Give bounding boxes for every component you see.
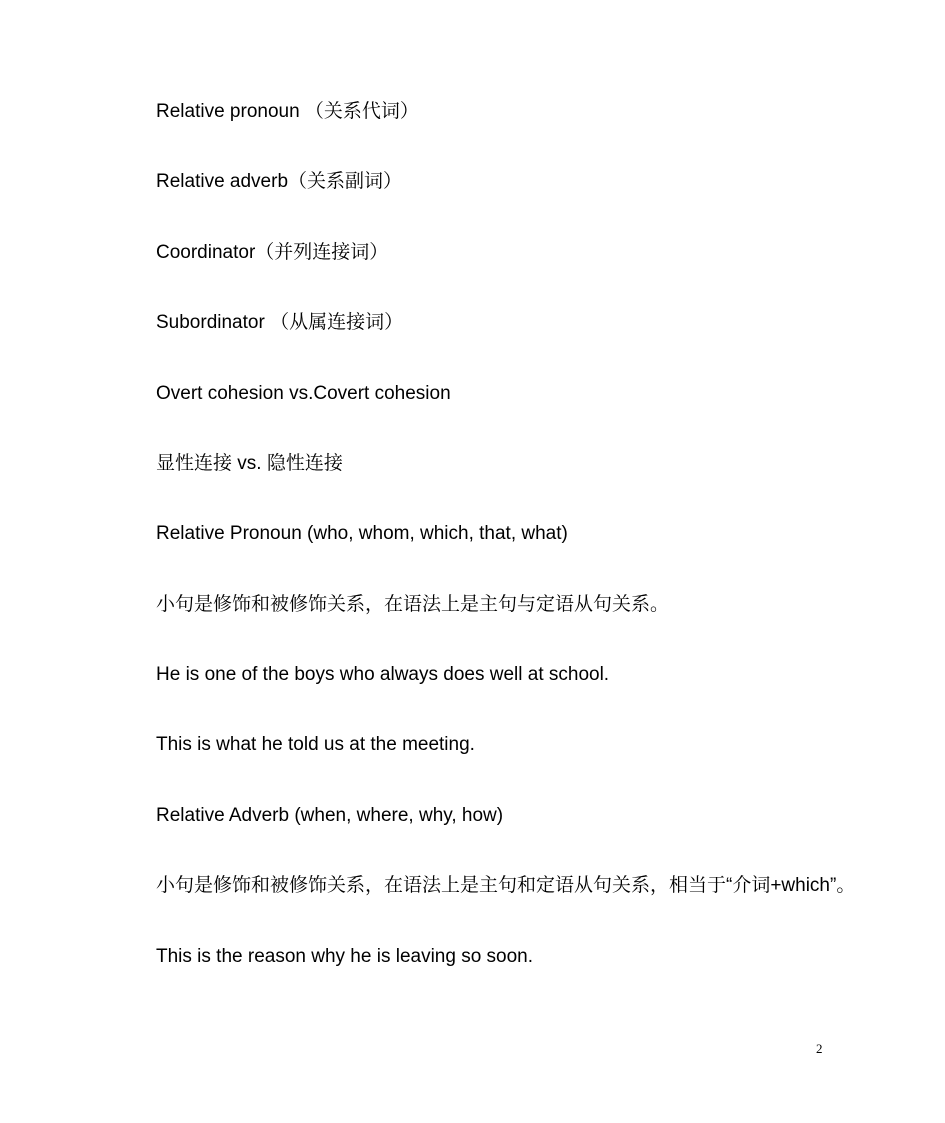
text-line-relative-pronoun-explanation: 小句是修饰和被修饰关系，在语法上是主句与定语从句关系。 (156, 594, 670, 615)
text-line-cohesion-chinese: 显性连接 vs. 隐性连接 (156, 453, 343, 474)
text-line-relative-adverb-explanation: 小句是修饰和被修饰关系，在语法上是主句和定语从句关系，相当于“介词+which”。 (156, 875, 856, 896)
text-line-example-reason: This is the reason why he is leaving so soon. (156, 946, 534, 967)
text-line-relative-pronoun-heading: Relative Pronoun (who, whom, which, that, what) (156, 523, 568, 544)
text-line-relative-pronoun-term: Relative pronoun （关系代词） (156, 101, 419, 122)
text-line-overt-covert-cohesion: Overt cohesion vs.Covert cohesion (156, 383, 451, 404)
text-line-relative-adverb-term: Relative adverb（关系副词） (156, 171, 403, 192)
text-line-subordinator-term: Subordinator （从属连接词） (156, 312, 404, 333)
text-line-coordinator-term: Coordinator（并列连接词） (156, 242, 389, 263)
text-line-relative-adverb-heading: Relative Adverb (when, where, why, how) (156, 805, 504, 826)
text-line-example-boys: He is one of the boys who always does well at school. (156, 664, 610, 685)
text-line-example-meeting: This is what he told us at the meeting. (156, 734, 475, 755)
page-number: 2 (816, 1041, 823, 1056)
